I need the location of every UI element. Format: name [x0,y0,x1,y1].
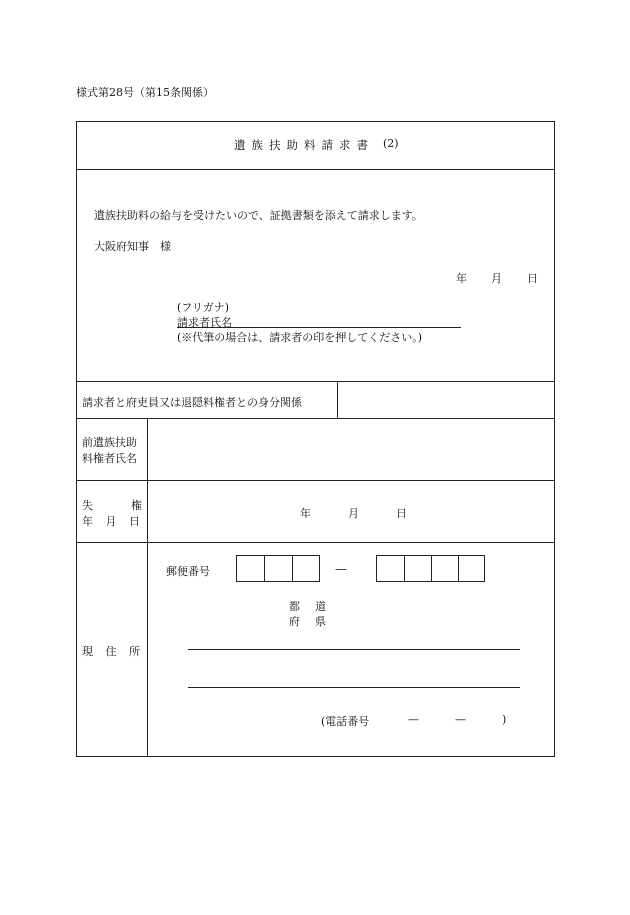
previous-holder-label-line1: 前遺族扶助 [82,436,137,449]
date-year-label: 年 [456,272,467,285]
form-number-note: 様式第28号（第15条関係） [76,86,214,99]
phone-dash-1: — [408,713,419,726]
postal-code-dash: — [335,562,347,576]
date-month-label: 月 [491,272,502,285]
addressee: 大阪府知事 様 [94,240,171,253]
previous-holder-field[interactable] [152,442,548,456]
loss-date-label-year: 年 [82,515,93,528]
postal-digit-2[interactable] [264,556,292,581]
loss-date-label-month: 月 [105,515,117,528]
loss-date-year-field[interactable]: 年 [300,507,311,520]
proxy-note: (※代筆の場合は、請求者の印を押してください。) [177,331,423,344]
loss-date-label-bottom [82,513,140,529]
prefecture-to: 都 [289,600,300,613]
address-label-char-3: 所 [129,645,140,658]
label-column-divider [147,418,148,757]
loss-date-day-field[interactable]: 日 [396,507,407,520]
postal-code-second-box [376,555,485,582]
postal-digit-5[interactable] [404,556,432,581]
form-title-suffix: (2) [383,137,399,150]
prefecture-ken: 県 [315,615,326,628]
statement-divider [76,381,555,382]
applicant-name-field[interactable] [177,327,461,328]
address-label-char-2: 住 [105,645,117,658]
postal-digit-6[interactable] [431,556,459,581]
phone-label: (電話番号 [321,715,370,728]
title-divider [76,169,555,170]
loss-date-label-day: 日 [129,515,140,528]
address-line-1[interactable] [188,649,520,650]
postal-digit-3[interactable] [292,556,320,581]
loss-date-label-top-right: 権 [131,499,142,512]
address-label [82,643,140,659]
relationship-column-divider [337,381,338,418]
previous-holder-label-line2: 料権者氏名 [82,452,137,465]
relationship-label: 請求者と府吏員又は退隠料権者との身分関係 [82,396,302,409]
loss-date-month-field[interactable]: 月 [348,507,359,520]
prefecture-do: 道 [315,600,326,613]
address-line-2[interactable] [188,687,520,688]
date-day-label: 日 [527,272,538,285]
postal-digit-4[interactable] [377,556,405,581]
postal-digit-7[interactable] [458,556,485,581]
prefecture-fu: 府 [289,615,300,628]
form-title: 遺族扶助料請求書 [234,138,374,152]
postal-digit-1[interactable] [237,556,265,581]
loss-date-label-top-left: 失 [82,499,93,512]
postal-code-first-box [236,555,320,582]
furigana-label: (フリガナ) [177,301,230,314]
request-statement: 遺族扶助料の給与を受けたいので、証拠書類を添えて請求します。 [94,209,423,222]
postal-code-label: 郵便番号 [166,565,210,578]
applicant-name-label: 請求者氏名 [177,316,232,329]
relationship-field[interactable] [340,394,550,408]
phone-close: ) [502,713,507,726]
address-label-char-1: 現 [82,645,93,658]
phone-dash-2: — [455,713,466,726]
